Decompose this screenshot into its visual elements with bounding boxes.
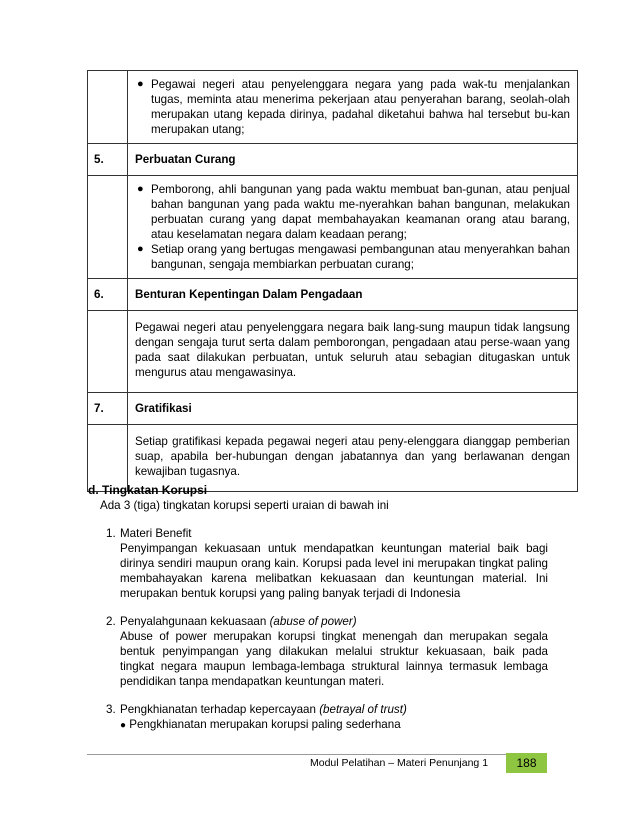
row-title: Perbuatan Curang: [128, 144, 578, 176]
row-content-cell: [128, 71, 578, 144]
item-title: [88, 702, 548, 717]
item-title: [88, 526, 548, 541]
table-row: [88, 311, 578, 393]
item-number: 2.: [106, 615, 116, 628]
item-title-text: Penyalahgunaan kekuasaan: [120, 615, 270, 628]
table-row: [88, 144, 578, 176]
list-item: [135, 182, 570, 242]
item-title-text: Pengkhianatan terhadap kepercayaan: [120, 703, 320, 716]
item-body: Penyimpangan kekuasaan untuk mendapatkan keuntungan material baik bagi dirinya sendiri maupun orang kain. Korupsi pada level ini merupakan tingkat paling membahayakan karena melibatkan kekuasaan dan keuntungan material. Ini merupakan bentuk korupsi yang paling banyak terjadi di Indonesia: [120, 542, 548, 600]
list-item: [88, 702, 548, 733]
item-body: Abuse of power merupakan korupsi tingkat menengah dan merupakan segala bentuk penyimpangan yang dilakukan melalui struktur kekuasaan, baik pada tingkat negara maupun lembaga-lembaga struktural lainnya termasuk lembaga pendidikan tanpa mendapatkan keuntungan materi.: [120, 630, 548, 688]
table-row: [88, 176, 578, 279]
bullet-icon: ●: [137, 243, 144, 255]
table-row: [88, 71, 578, 144]
footer-divider: [87, 754, 547, 755]
list-item: [88, 526, 548, 601]
section-heading: d. Tingkatan Korupsi: [88, 483, 208, 497]
row-number: 5.: [88, 144, 128, 176]
bullet-icon: ●: [120, 720, 127, 731]
row-content-cell: [128, 176, 578, 279]
table-row: [88, 393, 578, 425]
corruption-levels-section: [88, 483, 548, 733]
item-number: 1.: [106, 527, 116, 540]
table-row: [88, 425, 578, 492]
row-number-cell: [88, 176, 128, 279]
row-text: Pegawai negeri atau penyelenggara negara baik lang-sung maupun tidak langsung dengan sengaja turut serta dalam pemborongan, pengadaan atau perse-waan yang pada saat dilakukan perbuatan, untuk seluruh atau sebagian ditugaskan untuk mengurus atau mengawasinya.: [128, 311, 578, 393]
bullet-text: Pengkhianatan merupakan korupsi paling sederhana: [129, 718, 401, 731]
row-number: 7.: [88, 393, 128, 425]
bullet-text: Pemborong, ahli bangunan yang pada waktu membuat ban-gunan, atau penjual bahan bangunan yang pada waktu me-nyerahkan bahan bangunan, melakukan perbuatan curang yang dapat membahayakan keamanan orang atau barang, atau keselamatan negara dalam keadaan perang;: [151, 183, 570, 241]
row-number-cell: [88, 425, 128, 492]
bullet-text: Pegawai negeri atau penyelenggara negara yang pada wak-tu menjalankan tugas, meminta atau menerima pekerjaan atau penyerahan barang, seolah-olah merupakan utang kepada dirinya, padahal diketahui bahwa hal tersebut bu-kan merupakan utang;: [151, 78, 570, 136]
row-number: 6.: [88, 279, 128, 311]
item-number: 3.: [106, 703, 116, 716]
row-text: Setiap gratifikasi kepada pegawai negeri atau peny-elenggara dianggap pemberian suap, apabila ber-hubungan dengan jabatannya dan yang berlawanan dengan kewajiban tugasnya.: [128, 425, 578, 492]
item-title-italic: (betrayal of trust): [319, 703, 407, 716]
bullet-icon: ●: [137, 183, 144, 195]
sub-bullet: [88, 717, 548, 733]
bullet-text: Setiap orang yang bertugas mengawasi pembangunan atau menyerahkan bahan bangunan, sengaja membiarkan perbuatan curang;: [151, 243, 570, 271]
section-intro: Ada 3 (tiga) tingkatan korupsi seperti uraian di bawah ini: [100, 499, 389, 512]
row-number-cell: [88, 311, 128, 393]
item-title: [88, 614, 548, 629]
item-title-italic: (abuse of power): [269, 615, 357, 628]
bullet-icon: ●: [137, 78, 144, 90]
page-number-badge: 188: [506, 753, 547, 773]
list-item: [135, 77, 570, 137]
list-item: [88, 614, 548, 689]
list-item: [135, 242, 570, 272]
row-number-cell: [88, 71, 128, 144]
row-title: Benturan Kepentingan Dalam Pengadaan: [128, 279, 578, 311]
corruption-types-table: [87, 70, 578, 492]
row-title: Gratifikasi: [128, 393, 578, 425]
footer-title: Modul Pelatihan – Materi Penunjang 1: [310, 757, 489, 769]
item-title-text: Materi Benefit: [120, 527, 192, 540]
table-row: [88, 279, 578, 311]
